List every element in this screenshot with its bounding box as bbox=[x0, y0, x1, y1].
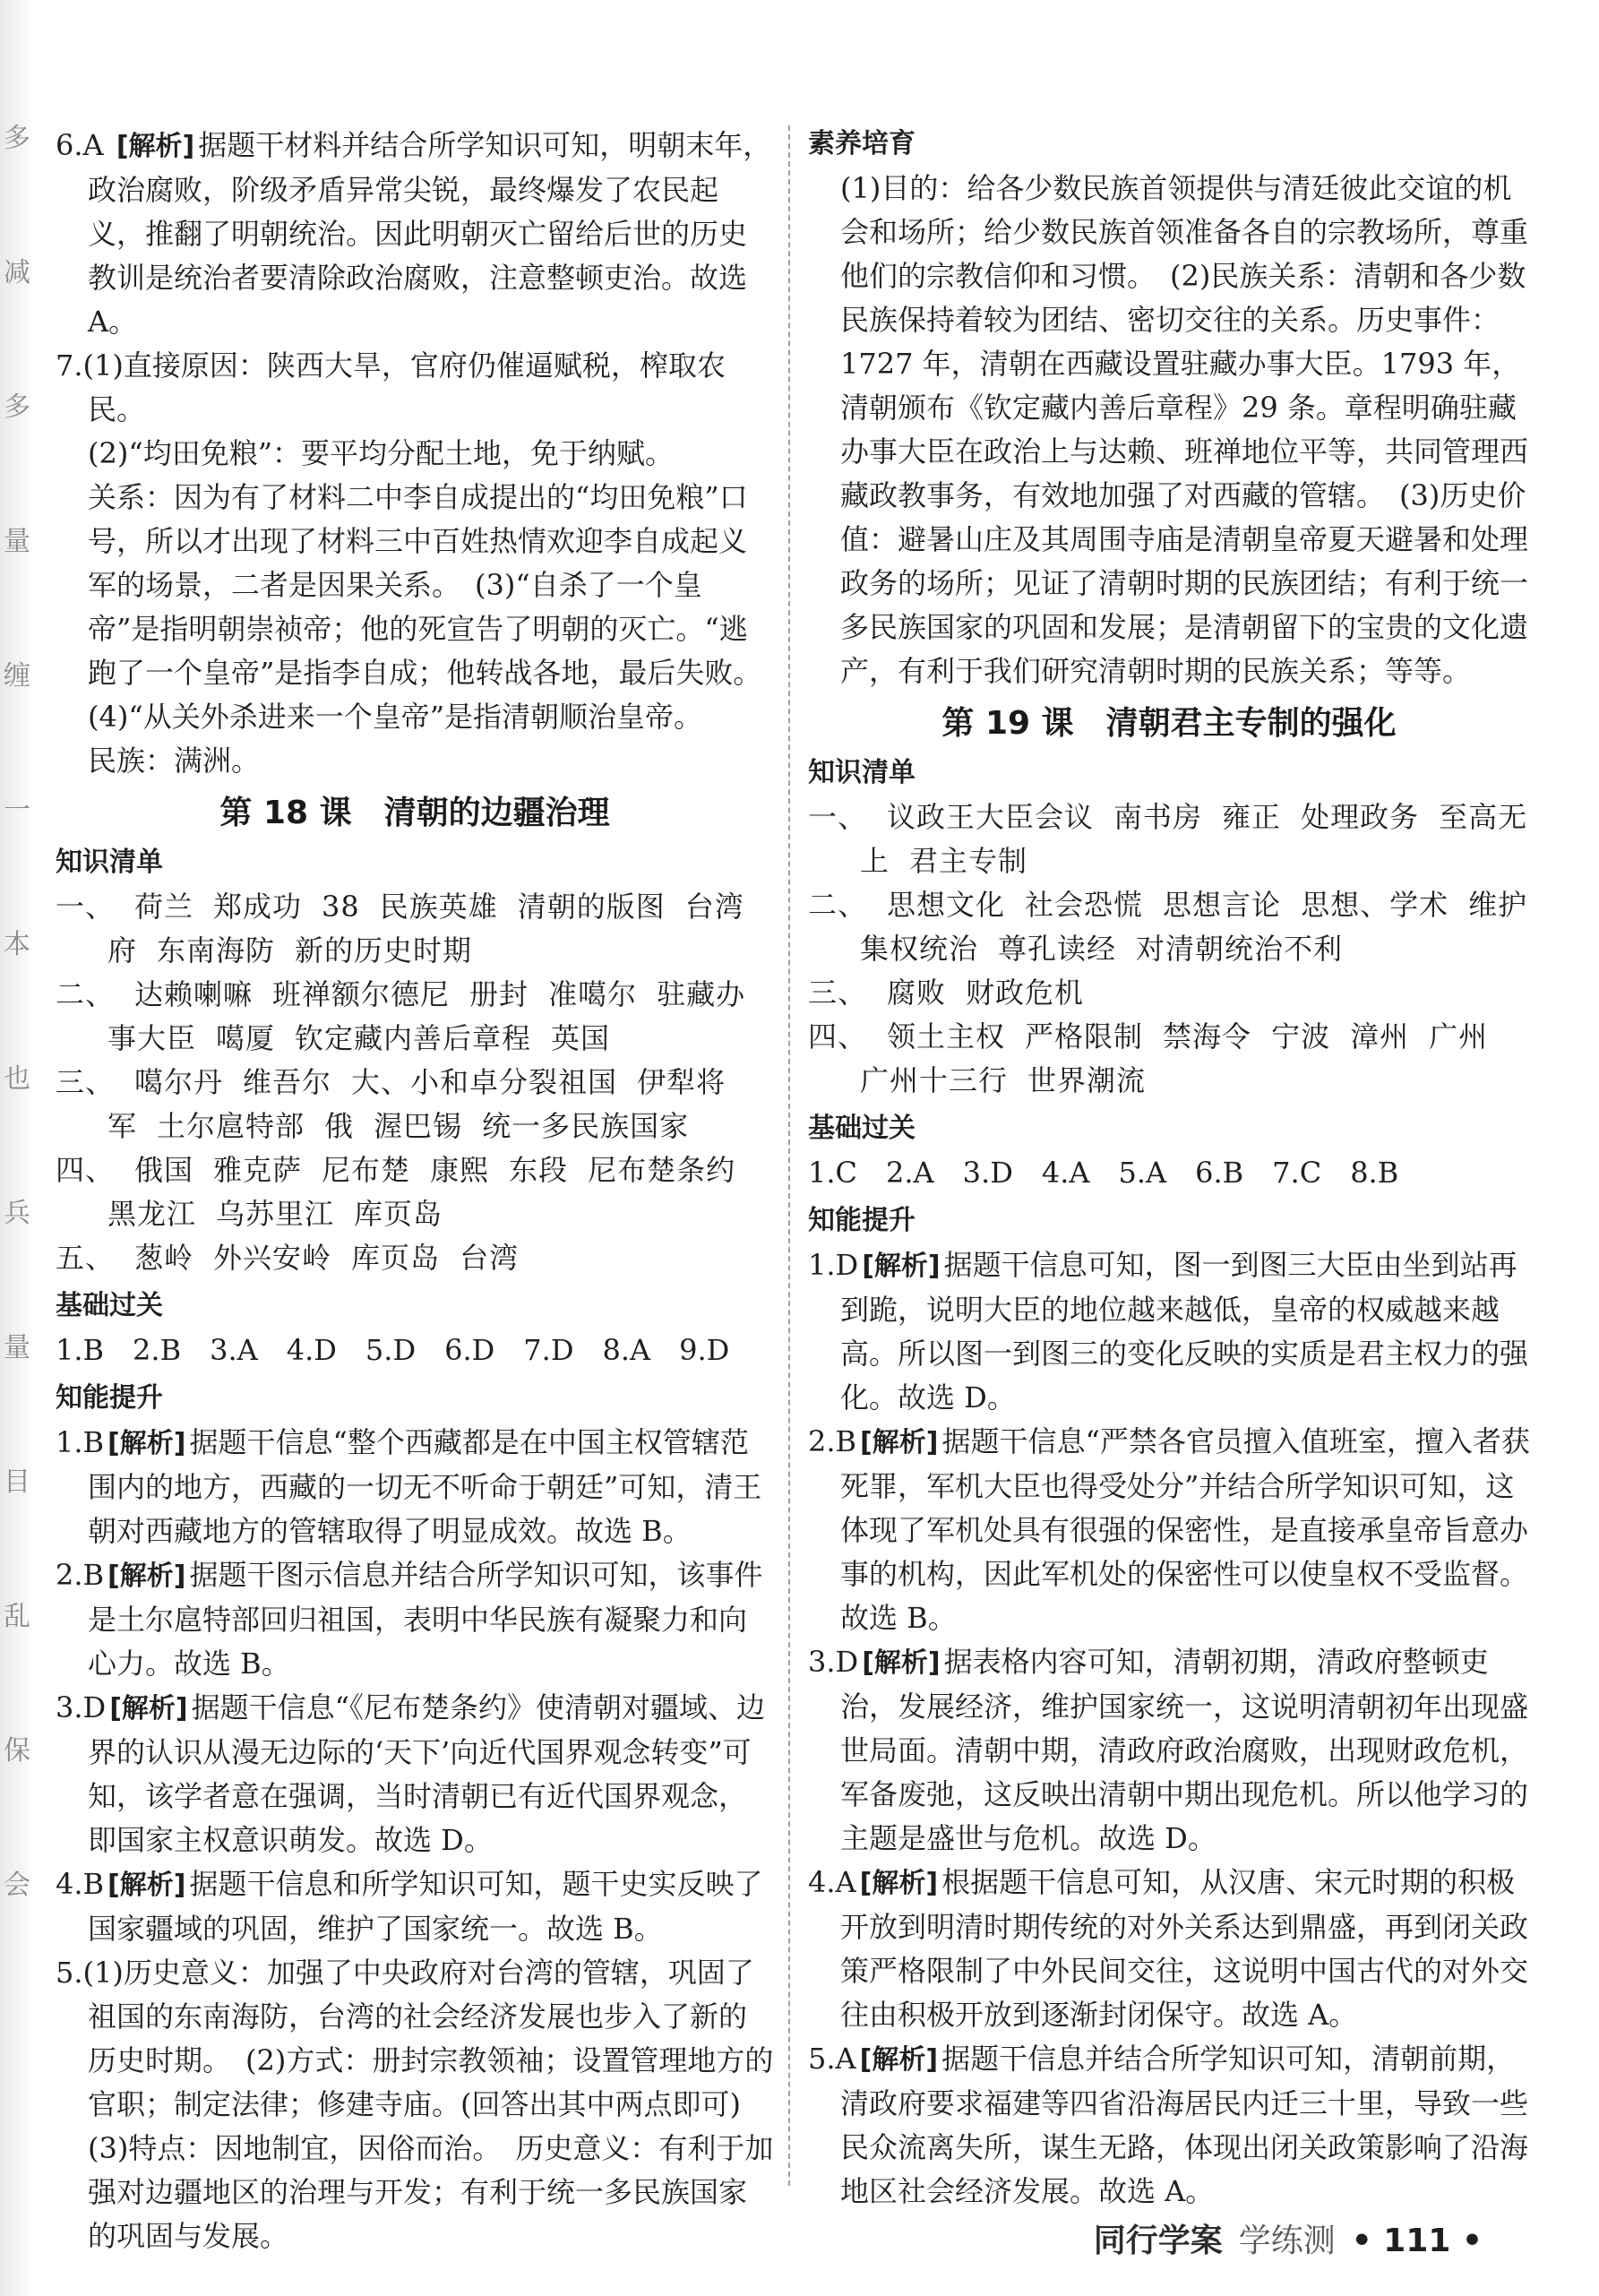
knowledge-keyword: 对清朝统治不利 bbox=[1136, 932, 1344, 966]
knowledge-keyword: 广州十三行 bbox=[860, 1063, 1009, 1097]
knowledge-keyword: 尼布楚条约 bbox=[588, 1153, 736, 1187]
knowledge-keyword: 严格限制 bbox=[1025, 1019, 1144, 1053]
knowledge-row bbox=[56, 973, 774, 1061]
answer-text: 据题干信息“严禁各官员擅入值班室，擅入者获死罪，军机大臣也得受处分”并结合所学知识可知，这体现了军机处具有很强的保密性，是直接承皇帝旨意办事的机构，因此军机处的保密性可以使皇权不受监督。故选 B。 bbox=[840, 1424, 1530, 1635]
knowledge-keyword: 新的历史时期 bbox=[295, 933, 473, 967]
answer-number: 1.D bbox=[808, 1248, 859, 1282]
knowledge-row bbox=[56, 1061, 774, 1148]
edge-glyphs bbox=[4, 125, 30, 2007]
edge-glyph: 一 bbox=[4, 795, 30, 826]
answer-number: 1.B bbox=[56, 1425, 105, 1459]
analysis-answer bbox=[56, 1553, 774, 1686]
knowledge-row-label: 一、 bbox=[56, 890, 116, 924]
answer-number: 3.D bbox=[808, 1645, 859, 1679]
answer-text: 据题干材料并结合所学知识可知，明朝末年，政治腐败，阶级矛盾异常尖锐，最终爆发了农民起义，推翻了明朝统治。因此明朝灭亡留给后世的历史教训是统治者要清除政治腐败，注意整顿吏治。故选 A。 bbox=[88, 128, 772, 339]
knowledge-keyword: 议政王大臣会议 bbox=[887, 800, 1095, 834]
edge-glyph: 量 bbox=[4, 1332, 30, 1363]
analysis-answer bbox=[808, 1861, 1530, 2037]
analysis-tag: [解析] bbox=[860, 1427, 939, 1458]
edge-glyph: 多 bbox=[4, 123, 30, 154]
knowledge-keyword: 英国 bbox=[551, 1021, 611, 1055]
analysis-tag: [解析] bbox=[109, 1693, 188, 1724]
knowledge-keyword: 尼布楚 bbox=[322, 1153, 411, 1187]
edge-glyph: 兵 bbox=[4, 1198, 30, 1229]
knowledge-row-label: 三、 bbox=[808, 976, 868, 1010]
edge-glyph: 会 bbox=[4, 1870, 30, 1901]
knowledge-keyword: 驻藏办事大臣 bbox=[107, 977, 746, 1055]
knowledge-keyword: 思想文化 bbox=[887, 888, 1006, 922]
footer-brand: 同行学案 bbox=[1093, 2223, 1223, 2259]
knowledge-keyword: 准噶尔 bbox=[548, 977, 638, 1011]
lesson-19-title: 第 19 课 清朝君主专制的强化 bbox=[941, 705, 1397, 742]
footer-subtitle: 学练测 bbox=[1238, 2223, 1336, 2259]
knowledge-keyword: 处理政务 bbox=[1301, 800, 1420, 834]
literacy-answer: (1)目的：给各少数民族首领提供与清廷彼此交谊的机会和场所；给少数民族首领准备各自的宗教场所，尊重他们的宗教信仰和习惯。 (2)民族关系：清朝和各少数民族保持着较为团结、密切交往的关系。历史事件：1727 年，清朝在西藏设置驻藏办事大臣。1793 年，清朝颁布《钦定藏内善后章程》29 条。章程明确驻藏办事大臣在政治上与达赖、班禅地位平等，共同管理西藏政教事务，有效地加强了对西藏的管辖。 (3)历史价值：避暑山庄及其周围寺庙是清朝皇帝夏天避暑和处理政务的场所；见证了清朝时期的民族团结；有利于统一多民族国家的巩固和发展；是清朝留下的宝贵的文化遗产，有利于我们研究清朝时期的民族关系；等等。 bbox=[840, 171, 1529, 688]
knowledge-keyword: 思想、学术 bbox=[1301, 888, 1449, 922]
knowledge-keyword: 民族英雄 bbox=[379, 890, 498, 924]
answer-7-line-5: 民族：满洲。 bbox=[88, 744, 261, 778]
knowledge-keyword: 38 bbox=[322, 890, 360, 924]
answer-7-line-1: 7.(1)直接原因：陕西大旱，官府仍催逼赋税，榨取农民。 bbox=[56, 348, 726, 426]
knowledge-keyword: 维护集权统治 bbox=[860, 888, 1528, 966]
section-improve: 知能提升 bbox=[56, 1382, 163, 1414]
right-column bbox=[808, 124, 1530, 2214]
knowledge-keyword: 领土主权 bbox=[887, 1019, 1006, 1053]
analysis-tag: [解析] bbox=[859, 2044, 939, 2076]
knowledge-keyword: 大、小和卓分裂祖国 bbox=[351, 1065, 618, 1099]
column-divider bbox=[788, 125, 790, 2186]
answer-text: 据题干信息“整个西藏都是在中国主权管辖范围内的地方，西藏的一切无不听命于朝廷”可知，清王朝对西藏地方的管辖取得了明显成效。故选 B。 bbox=[88, 1425, 762, 1548]
answer-text: 据题干信息和所学知识可知，题干史实反映了国家疆域的巩固，维护了国家统一。故选 B。 bbox=[88, 1867, 763, 1946]
knowledge-keyword: 库页岛 bbox=[351, 1241, 441, 1275]
left-column bbox=[56, 124, 774, 2258]
lesson-18-title: 第 18 课 清朝的边疆治理 bbox=[219, 795, 610, 831]
improve-answers-18 bbox=[56, 1421, 774, 1951]
edge-glyph: 缠 bbox=[4, 660, 30, 692]
analysis-tag: [解析] bbox=[107, 1870, 186, 1901]
knowledge-keyword: 钦定藏内善后章程 bbox=[295, 1021, 532, 1055]
answer-7-line-3: 关系：因为有了材料二中李自成提出的“均田免粮”口号，所以才出现了材料三中百姓热情欢迎李自成起义军的场景，二者是因果关系。 (3)“自杀了一个皇帝”是指明朝崇祯帝；他的死宣告了明朝的灭亡。“逃跑了一个皇帝”是指李自成；他转战各地，最后失败。 bbox=[88, 480, 762, 690]
answer-text: 据表格内容可知，清朝初期，清政府整顿吏治，发展经济，维护国家统一，这说明清朝初年出现盛世局面。清朝中期，清政府政治腐败，出现财政危机，军备废弛，这反映出清朝中期出现危机。所以他学习的主题是盛世与危机。故选 D。 bbox=[840, 1645, 1529, 1855]
knowledge-row-label: 三、 bbox=[56, 1065, 116, 1099]
answer-number: 6.A bbox=[56, 128, 104, 162]
edge-glyph: 量 bbox=[4, 526, 30, 557]
knowledge-keyword: 荷兰 bbox=[134, 890, 194, 924]
knowledge-row bbox=[56, 885, 774, 973]
knowledge-keyword: 台湾 bbox=[460, 1241, 520, 1275]
knowledge-keyword: 财政危机 bbox=[966, 976, 1085, 1010]
knowledge-keyword: 清朝的版图 bbox=[517, 890, 666, 924]
answer-text: 据题干信息可知，图一到图三大臣由坐到站再到跪，说明大臣的地位越来越低，皇帝的权威越来越高。所以图一到图三的变化反映的实质是君主权力的强化。故选 D。 bbox=[840, 1248, 1529, 1415]
knowledge-keyword: 漳州 bbox=[1350, 1019, 1410, 1053]
analysis-tag: [解析] bbox=[862, 1251, 941, 1282]
answer-number: 5.A bbox=[808, 2042, 856, 2076]
knowledge-row bbox=[808, 883, 1530, 971]
edge-glyph: 本 bbox=[4, 929, 30, 960]
knowledge-list-19 bbox=[808, 795, 1530, 1103]
knowledge-row bbox=[56, 1148, 774, 1236]
section-improve: 知能提升 bbox=[808, 1205, 916, 1236]
edge-glyph: 也 bbox=[4, 1063, 30, 1095]
knowledge-keyword: 雅克萨 bbox=[213, 1153, 303, 1187]
knowledge-keyword: 南书房 bbox=[1113, 800, 1203, 834]
knowledge-keyword: 库页岛 bbox=[354, 1197, 443, 1231]
knowledge-keyword: 台湾府 bbox=[107, 890, 744, 967]
knowledge-keyword: 宁波 bbox=[1271, 1019, 1331, 1053]
edge-glyph: 减 bbox=[4, 257, 30, 288]
analysis-tag: [解析] bbox=[116, 131, 195, 162]
analysis-answer bbox=[56, 1686, 774, 1862]
basic-answers-19: 1.C 2.A 3.D 4.A 5.A 6.B 7.C 8.B bbox=[808, 1156, 1399, 1190]
knowledge-keyword: 广州 bbox=[1429, 1019, 1489, 1053]
knowledge-keyword: 噶厦 bbox=[216, 1021, 276, 1055]
answer-text: 根据题干信息可知，从汉唐、宋元时期的积极开放到明清时期传统的对外关系达到鼎盛，再到闭关政策严格限制了中外民间交往，这说明中国古代的对外交往由积极开放到逐渐封闭保守。故选 A。 bbox=[840, 1865, 1529, 2032]
knowledge-keyword: 世界潮流 bbox=[1027, 1063, 1147, 1097]
knowledge-keyword: 葱岭 bbox=[134, 1241, 194, 1275]
knowledge-keyword: 郑成功 bbox=[213, 890, 303, 924]
edge-glyph: 目 bbox=[4, 1466, 30, 1498]
page-footer bbox=[1094, 2215, 1483, 2261]
knowledge-keyword: 黑龙江 bbox=[107, 1197, 197, 1231]
analysis-tag: [解析] bbox=[859, 1868, 939, 1899]
answer-number: 2.B bbox=[808, 1424, 857, 1458]
analysis-answer bbox=[56, 1421, 774, 1553]
knowledge-row-label: 五、 bbox=[56, 1241, 116, 1275]
improve-answers-19 bbox=[808, 1243, 1530, 2214]
answer-text: 据题干信息“《尼布楚条约》使清朝对疆域、边界的认识从漫无边际的‘天下’向近代国界观念转变”可知，该学者意在强调，当时清朝已有近代国界观念，即国家主权意识萌发。故选 D。 bbox=[88, 1690, 765, 1857]
analysis-tag: [解析] bbox=[107, 1428, 186, 1459]
edge-glyph: 多 bbox=[4, 391, 30, 423]
knowledge-keyword: 达赖喇嘛 bbox=[134, 977, 254, 1011]
knowledge-keyword: 土尔扈特部 bbox=[157, 1109, 305, 1143]
knowledge-row bbox=[808, 971, 1530, 1015]
answer-number: 3.D bbox=[56, 1690, 107, 1724]
knowledge-keyword: 噶尔丹 bbox=[134, 1065, 224, 1099]
analysis-answer bbox=[808, 1640, 1530, 1861]
knowledge-keyword: 统一多民族国家 bbox=[482, 1109, 690, 1143]
knowledge-keyword: 思想言论 bbox=[1163, 888, 1282, 922]
knowledge-row-label: 一、 bbox=[808, 800, 868, 834]
answer-6 bbox=[56, 124, 774, 344]
knowledge-keyword: 康熙 bbox=[430, 1153, 490, 1187]
binding-edge bbox=[0, 0, 36, 2296]
knowledge-keyword: 东南海防 bbox=[157, 933, 276, 967]
answer-7-line-4: (4)“从关外杀进来一个皇帝”是指清朝顺治皇帝。 bbox=[88, 700, 703, 734]
answer-number: 2.B bbox=[56, 1558, 105, 1592]
basic-answers-18: 1.B 2.B 3.A 4.D 5.D 6.D 7.D 8.A 9.D bbox=[56, 1333, 730, 1367]
section-knowledge-list: 知识清单 bbox=[56, 847, 163, 878]
edge-glyph: 乱 bbox=[4, 1601, 30, 1632]
analysis-answer bbox=[808, 1243, 1530, 1420]
analysis-answer bbox=[56, 1862, 774, 1951]
analysis-answer bbox=[808, 1420, 1530, 1640]
knowledge-row-label: 二、 bbox=[808, 888, 868, 922]
knowledge-keyword: 东段 bbox=[509, 1153, 569, 1187]
knowledge-keyword: 乌苏里江 bbox=[216, 1197, 335, 1231]
answer-number: 4.B bbox=[56, 1867, 105, 1901]
knowledge-row-label: 四、 bbox=[56, 1153, 116, 1187]
knowledge-keyword: 禁海令 bbox=[1163, 1019, 1252, 1053]
knowledge-list-18 bbox=[56, 885, 774, 1280]
knowledge-keyword: 班禅额尔德尼 bbox=[272, 977, 451, 1011]
section-knowledge-list: 知识清单 bbox=[808, 757, 916, 788]
answer-5-18: 5.(1)历史意义：加强了中央政府对台湾的管辖，巩固了祖国的东南海防，台湾的社会经济发展也步入了新的历史时期。 (2)方式：册封宗教领袖；设置管理地方的官职；制定法律；修建寺庙。(回答出其中两点即可) (3)特点：因地制宜，因俗而治。 历史意义：有利于加强对边疆地区的治理与开发；有利于统一多民族国家的巩固与发展。 bbox=[56, 1956, 774, 2253]
knowledge-row-label: 四、 bbox=[808, 1019, 868, 1053]
analysis-tag: [解析] bbox=[862, 1647, 941, 1679]
knowledge-row bbox=[808, 795, 1530, 883]
answer-text: 据题干图示信息并结合所学知识可知，该事件是土尔扈特部回归祖国，表明中华民族有凝聚力和向心力。故选 B。 bbox=[88, 1558, 763, 1681]
knowledge-keyword: 腐败 bbox=[887, 976, 947, 1010]
answer-number: 4.A bbox=[808, 1865, 856, 1899]
knowledge-keyword: 社会恐慌 bbox=[1025, 888, 1144, 922]
analysis-answer bbox=[808, 2037, 1530, 2214]
answer-7-line-2: (2)“均田免粮”：要平均分配土地，免于纳赋。 bbox=[88, 436, 675, 470]
knowledge-keyword: 尊孔读经 bbox=[998, 932, 1117, 966]
knowledge-keyword: 君主专制 bbox=[909, 844, 1028, 878]
knowledge-keyword: 外兴安岭 bbox=[213, 1241, 332, 1275]
section-basic: 基础过关 bbox=[808, 1113, 916, 1144]
knowledge-keyword: 维吾尔 bbox=[243, 1065, 332, 1099]
analysis-tag: [解析] bbox=[107, 1561, 186, 1592]
section-basic: 基础过关 bbox=[56, 1290, 163, 1321]
page-number: • 111 • bbox=[1351, 2223, 1483, 2259]
section-literacy: 素养培育 bbox=[808, 128, 916, 159]
knowledge-keyword: 册封 bbox=[469, 977, 529, 1011]
knowledge-keyword: 俄国 bbox=[134, 1153, 194, 1187]
knowledge-keyword: 俄 bbox=[324, 1109, 355, 1143]
knowledge-keyword: 雍正 bbox=[1222, 800, 1282, 834]
knowledge-keyword: 渥巴锡 bbox=[374, 1109, 463, 1143]
knowledge-row-label: 二、 bbox=[56, 977, 116, 1011]
knowledge-row bbox=[808, 1015, 1530, 1103]
knowledge-row bbox=[56, 1236, 774, 1280]
edge-glyph: 保 bbox=[4, 1735, 30, 1767]
knowledge-keyword: 至高无上 bbox=[860, 800, 1528, 878]
knowledge-keyword: 伊犁将军 bbox=[107, 1065, 726, 1143]
answer-text: 据题干信息并结合所学知识可知，清朝前期，清政府要求福建等四省沿海居民内迁三十里，导致一些民众流离失所，谋生无路，体现出闭关政策影响了沿海地区社会经济发展。故选 A。 bbox=[840, 2042, 1529, 2208]
